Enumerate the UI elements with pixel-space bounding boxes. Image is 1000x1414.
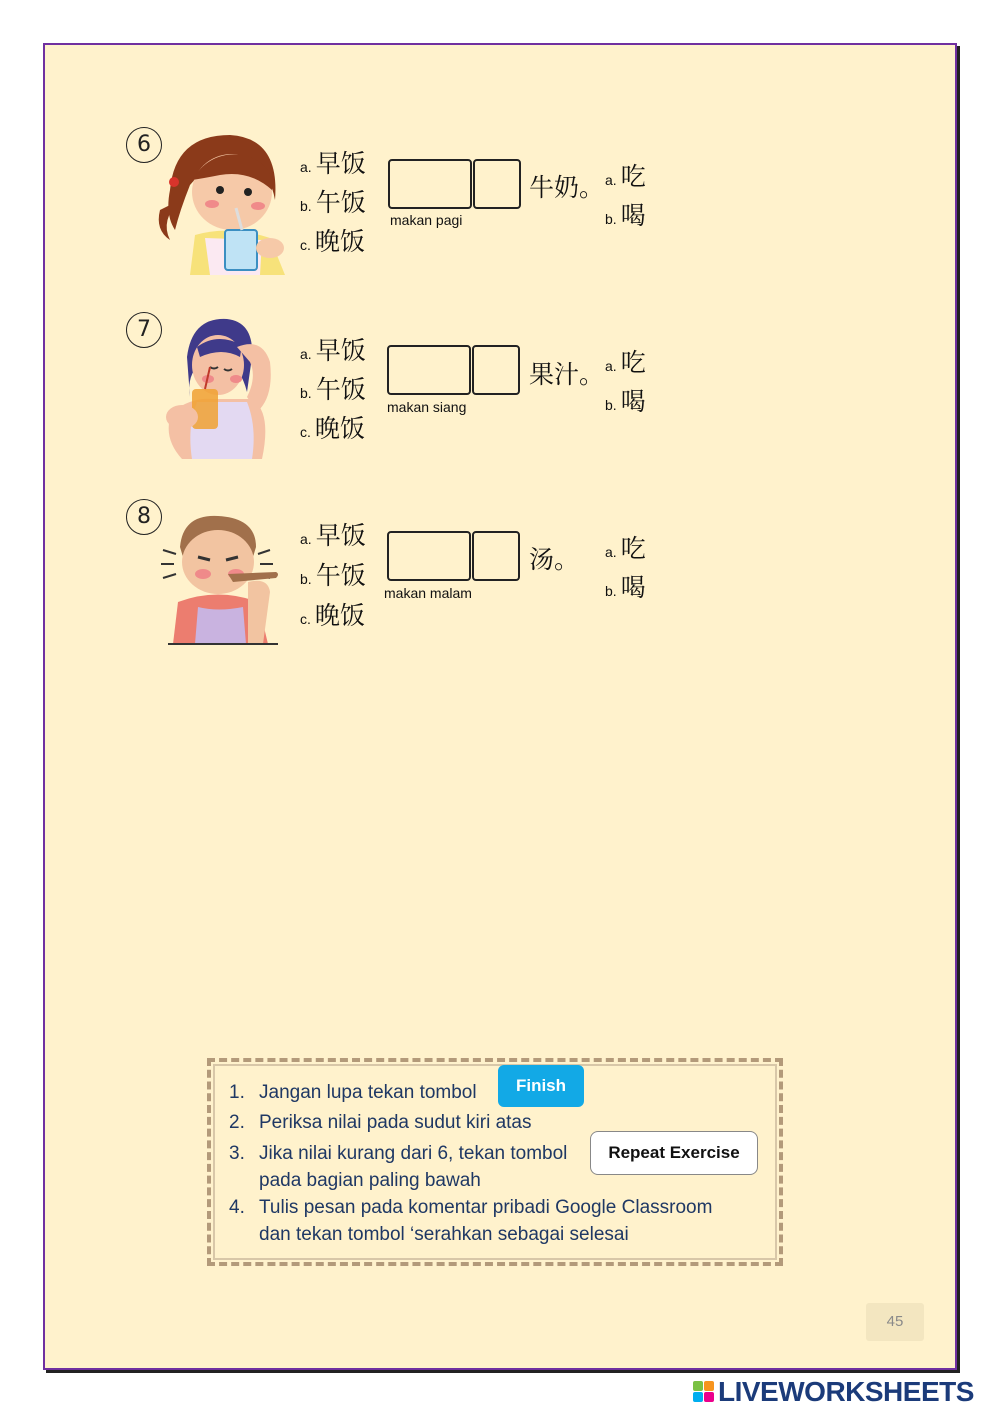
instruction-text: Jangan lupa tekan tombol	[259, 1082, 477, 1103]
option-letter: a.	[300, 531, 312, 547]
instruction-text: Tulis pesan pada komentar pribadi Google Classroom	[259, 1197, 713, 1218]
sentence-tail: 果汁。	[529, 360, 605, 389]
option-letter: a.	[605, 358, 617, 374]
option-text: 晚饭	[314, 227, 365, 256]
option-text: 吃	[620, 348, 646, 377]
option-c-dinner[interactable]	[300, 222, 365, 258]
instruction-item	[229, 1082, 477, 1104]
option-text: 晚饭	[314, 414, 365, 443]
instruction-item	[229, 1112, 531, 1134]
option-letter: c.	[300, 611, 311, 627]
repeat-exercise-button[interactable]: Repeat Exercise	[590, 1131, 758, 1175]
option-a-breakfast[interactable]	[300, 516, 366, 552]
option-letter: a.	[605, 172, 617, 188]
woman-drinking-juice-illustration	[142, 317, 282, 459]
option-c-dinner[interactable]	[300, 596, 365, 632]
option-b-lunch[interactable]	[300, 370, 366, 406]
option-letter: c.	[300, 237, 311, 253]
option-c-dinner[interactable]	[300, 409, 365, 445]
option-letter: c.	[300, 424, 311, 440]
verb-a-eat[interactable]	[605, 529, 646, 565]
instruction-item	[229, 1197, 712, 1219]
option-letter: a.	[300, 159, 312, 175]
option-text: 吃	[620, 162, 646, 191]
question-number-8: 8	[126, 499, 162, 535]
option-text: 午饭	[315, 188, 366, 217]
sentence-tail: 牛奶。	[529, 173, 605, 202]
liveworksheets-logo	[693, 1376, 974, 1408]
girl-drinking-milk-illustration	[150, 130, 295, 275]
liveworksheets-logo-icon	[693, 1381, 715, 1403]
instruction-text: pada bagian paling bawah	[259, 1170, 481, 1191]
instruction-number: 3.	[229, 1143, 245, 1164]
option-text: 吃	[620, 534, 646, 563]
boy-eating-soup-illustration	[158, 512, 286, 646]
finish-button[interactable]: Finish	[498, 1065, 584, 1107]
option-text: 早饭	[315, 149, 366, 178]
option-text: 早饭	[315, 336, 366, 365]
option-text: 午饭	[315, 375, 366, 404]
option-letter: b.	[300, 385, 312, 401]
instruction-number: 1.	[229, 1082, 245, 1103]
option-letter: b.	[300, 571, 312, 587]
sentence-tail: 汤。	[529, 545, 580, 574]
hint-text: makan malam	[384, 585, 472, 601]
option-letter: b.	[605, 583, 617, 599]
page-number: 45	[866, 1303, 924, 1341]
option-text: 晚饭	[314, 601, 365, 630]
option-letter: a.	[300, 346, 312, 362]
instruction-item	[229, 1224, 629, 1246]
option-text: 午饭	[315, 561, 366, 590]
hint-text: makan pagi	[390, 212, 463, 228]
question-number-7: 7	[126, 312, 162, 348]
instruction-number: 4.	[229, 1197, 245, 1218]
option-letter: b.	[605, 211, 617, 227]
instruction-text: dan tekan tombol ‘serahkan sebagai selesai	[259, 1224, 629, 1245]
instruction-item	[229, 1143, 567, 1165]
option-text: 喝	[620, 573, 646, 602]
verb-b-drink[interactable]	[605, 568, 646, 604]
instruction-text: Periksa nilai pada sudut kiri atas	[259, 1112, 532, 1133]
option-a-breakfast[interactable]	[300, 331, 366, 367]
hint-text: makan siang	[387, 399, 467, 415]
answer-box-meal[interactable]	[388, 159, 472, 209]
verb-a-eat[interactable]	[605, 343, 646, 379]
option-text: 喝	[620, 201, 646, 230]
instruction-item	[229, 1170, 481, 1192]
option-letter: a.	[605, 544, 617, 560]
option-text: 早饭	[315, 521, 366, 550]
option-b-lunch[interactable]	[300, 556, 366, 592]
answer-box-meal[interactable]	[387, 531, 471, 581]
option-letter: b.	[605, 397, 617, 413]
instruction-number: 2.	[229, 1112, 245, 1133]
brand-name: LIVEWORKSHEETS	[718, 1376, 974, 1407]
option-b-lunch[interactable]	[300, 183, 366, 219]
question-number-6: 6	[126, 127, 162, 163]
option-text: 喝	[620, 387, 646, 416]
verb-b-drink[interactable]	[605, 382, 646, 418]
answer-box-meal[interactable]	[387, 345, 471, 395]
instruction-text: Jika nilai kurang dari 6, tekan tombol	[259, 1143, 568, 1164]
answer-box-verb[interactable]	[473, 159, 521, 209]
answer-box-verb[interactable]	[472, 531, 520, 581]
option-a-breakfast[interactable]	[300, 144, 366, 180]
verb-a-eat[interactable]	[605, 157, 646, 193]
verb-b-drink[interactable]	[605, 196, 646, 232]
answer-box-verb[interactable]	[472, 345, 520, 395]
option-letter: b.	[300, 198, 312, 214]
